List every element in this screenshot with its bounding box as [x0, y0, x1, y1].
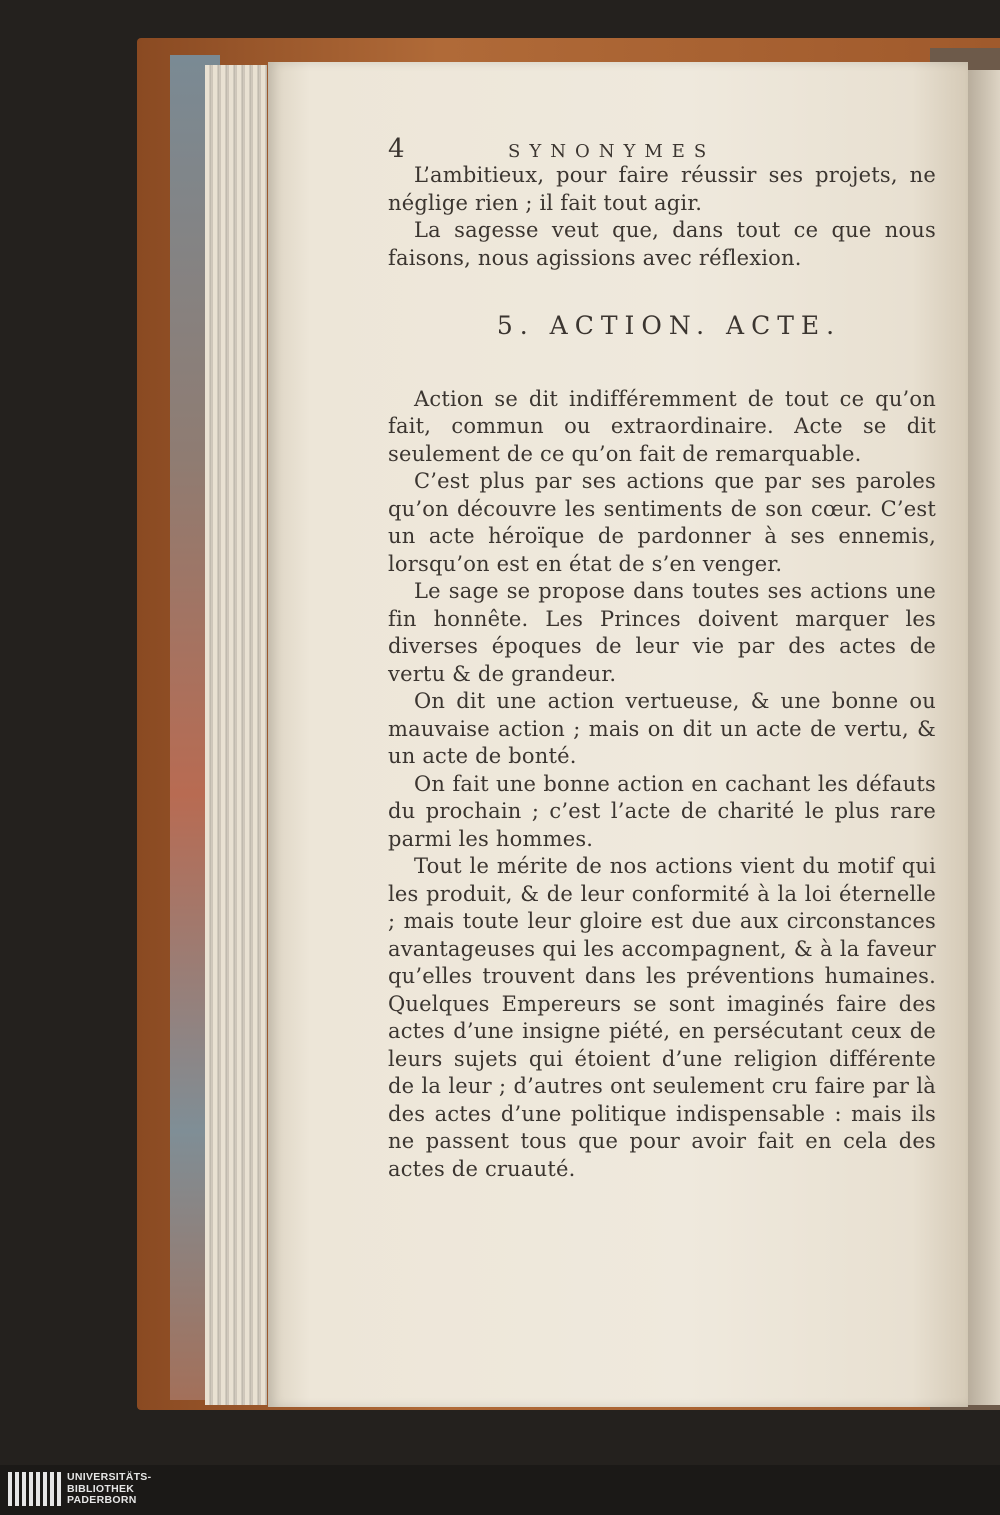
library-logo: [8, 1472, 151, 1507]
section-title: 5. ACTION. ACTE.: [496, 311, 842, 340]
paragraph: Tout le mérite de nos actions vient du motif qui les produit, & de leur conformité à la loi éternelle ; mais toute leur gloire est due aux circonstances avantageuses qui les accompagnent, & à la faveur qu’elles trouvent dans les préventions humaines. Quelques Empereurs se sont imaginés faire des actes d’une insigne piété, en persécutant ceux de leurs sujets qui étoient d’une religion différente de la leur ; d’autres ont seulement cru faire par là des actes d’une politique indispensable : mais ils ne passent tous que pour avoir fait en cela des actes de cruauté.: [388, 854, 936, 1181]
page-header: [388, 136, 936, 162]
logo-line: PADERBORN: [67, 1494, 137, 1506]
logo-line: UNIVERSITÄTS-: [67, 1471, 152, 1483]
paragraph: On dit une action vertueuse, & une bonne ou mauvaise action ; mais on dit un acte de vertu, & un acte de bonté.: [388, 689, 936, 768]
paragraph: On fait une bonne action en cachant les défauts du prochain ; c’est l’acte de charité le plus rare parmi les hommes.: [388, 771, 936, 851]
paragraph: La sagesse veut que, dans tout ce que nous faisons, nous agissions avec réflexion.: [388, 218, 936, 270]
page-edges: [205, 65, 267, 1405]
paragraph: L’ambitieux, pour faire réussir ses projets, ne néglige rien ; il fait tout agir.: [388, 163, 936, 215]
facing-page-edge: [968, 70, 1000, 1405]
paragraph: Action se dit indifféremment de tout ce qu’on fait, commun ou extraordinaire. Acte se dit seulement de ce qu’on fait de remarquable.: [388, 386, 936, 466]
logo-line: BIBLIOTHEK: [67, 1482, 135, 1495]
page-text: [388, 136, 936, 1183]
logo-bars-icon: [8, 1472, 61, 1506]
paragraph: Le sage se propose dans toutes ses actions une fin honnête. Les Princes doivent marquer les diverses époques de leur vie par des actes de vertu & de grandeur.: [388, 579, 936, 686]
logo-text: [67, 1472, 151, 1507]
running-head: SYNONYMES: [508, 141, 716, 162]
paragraph: C’est plus par ses actions que par ses paroles qu’on découvre les sentiments de son cœur. C’est un acte héroïque de pardonner à ses ennemis, lorsqu’on est en état de s’en venger.: [388, 469, 936, 576]
page-number: 4: [388, 134, 405, 164]
